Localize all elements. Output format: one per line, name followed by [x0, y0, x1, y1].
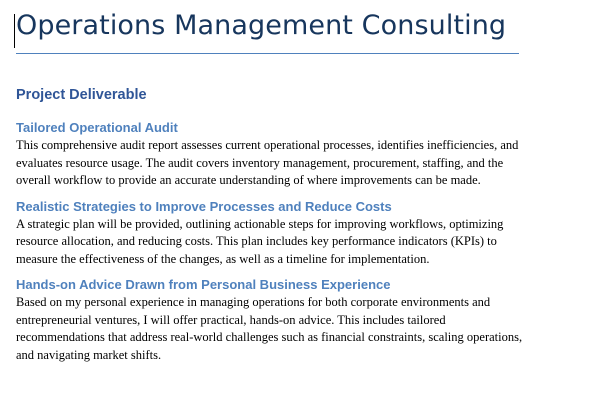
subsection-paragraph[interactable]: This comprehensive audit report assesses current operational processes, identifies inefficiencies, and evaluates resource usage. The audit covers inventory management, procurement, staffing, and the overall workflow to provide an accurate understanding of where improvements can be made.: [16, 138, 519, 187]
section-heading[interactable]: Project Deliverable: [16, 87, 147, 103]
subsection-operational-audit: [16, 119, 526, 190]
document-body: [16, 85, 526, 372]
text-cursor: [14, 14, 15, 48]
subsection-heading[interactable]: Hands-on Advice Drawn from Personal Business Experience: [16, 277, 391, 292]
subsection-strategies: [16, 198, 526, 269]
document-title[interactable]: Operations Management Consulting: [16, 10, 507, 41]
subsection-hands-on-advice: [16, 276, 526, 364]
subsection-heading[interactable]: Tailored Operational Audit: [16, 120, 178, 135]
subsection-heading[interactable]: Realistic Strategies to Improve Processes and Reduce Costs: [16, 198, 392, 214]
subsection-paragraph[interactable]: Based on my personal experience in managing operations for both corporate environments and entrepreneurial ventures, I will offer practical, hands-on advice. This includes tailored recommendations that address real-world challenges such as financial constraints, scaling operations, and navigating market shifts.: [16, 295, 523, 362]
subsection-paragraph[interactable]: A strategic plan will be provided, outlining actionable steps for improving workflows, optimizing resource allocation, and reducing costs. This plan includes key performance indicators (KPIs) to measure the effectiveness of the changes, as well as a timeline for implementation.: [16, 216, 504, 266]
title-underline: [16, 53, 519, 54]
